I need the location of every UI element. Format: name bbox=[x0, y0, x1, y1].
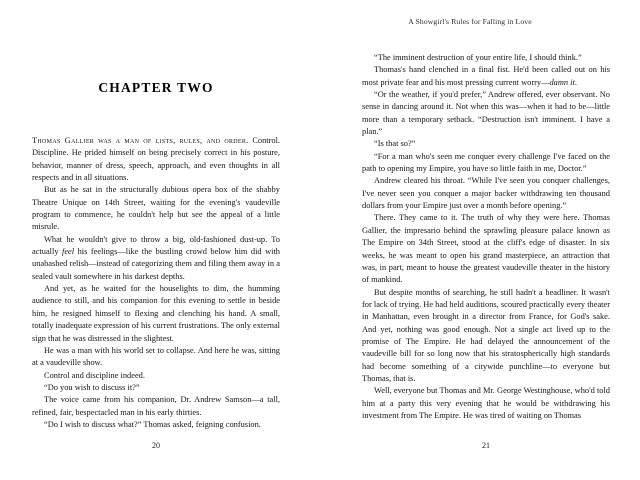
paragraph: And yet, as he waited for the houselights to dim, the humming audience to still, and his companion for this evening to settle in beside him, he resigned himself to flexing and clenching his hand. A small, totally inadequate expression of his current frustrations. The only external sign that he was distressed in the slightest. bbox=[32, 284, 280, 343]
paragraph: “The imminent destruction of your entire life, I should think.” bbox=[374, 53, 582, 62]
paragraph: He was a man with his world set to collapse. And here he was, sitting at a vaudeville show. bbox=[32, 345, 280, 368]
chapter-title: CHAPTER TWO bbox=[98, 80, 214, 95]
page-number-right: 21 bbox=[482, 441, 490, 450]
paragraph: “Or the weather, if you'd prefer,” Andrew offered, ever observant. No sense in dancing around it. Not when this was—when it had to be—little more than a temporary setback. “Destruction isn't imminent. I have a plan.” bbox=[362, 90, 610, 137]
right-page-column bbox=[362, 52, 610, 431]
emphasis: damn it bbox=[549, 77, 575, 87]
paragraph: There. They came to it. The truth of why they were here. Thomas Gallier, the impresario behind the sprawling pleasure palace known as The Empire on 34th Street, stood at the cliff's edge of disaster. In six weeks, he was meant to open his grand masterpiece, an attraction that was, in part, meant to house the greatest vaudeville theater in the history of mankind. bbox=[362, 213, 610, 285]
paragraph-rest: Control. Discipline. He prided himself on being precisely correct in his posture, behavior, manner of dress, speech, approach, and even thoughts in all respects and in all situations. bbox=[32, 136, 281, 183]
paragraph: “Is that so?” bbox=[374, 139, 416, 149]
emphasis: feel bbox=[62, 247, 75, 257]
paragraph: Andrew cleared his throat. “While I've seen you conquer challenges, I've never seen you conquer a major backer withdrawing ten thousand dollars from your Empire just over a month before opening.” bbox=[362, 176, 610, 211]
paragraph: “For a man who's seen me conquer every challenge I've faced on the path to opening my Empire, you have so little faith in me, Doctor.” bbox=[362, 151, 610, 174]
page-number-left: 20 bbox=[152, 441, 160, 450]
paragraph: “Do you wish to discuss it?” bbox=[44, 382, 140, 392]
paragraph: What he wouldn't give to throw a big, old-fashioned dust-up. To actually feel his feelings—like the bustling crowd below him did with unabashed relish—instead of categorizing them and filing them away in a sealed vault somewhere in his darkest depths. bbox=[32, 234, 280, 281]
running-head: A Showgirl's Rules for Falling in Love bbox=[408, 17, 532, 26]
paragraph: “Do I wish to discuss what?” Thomas asked, feigning confusion. bbox=[44, 419, 261, 429]
paragraph: Control and discipline indeed. bbox=[44, 370, 145, 380]
page-columns bbox=[0, 52, 640, 431]
paragraph: The voice came from his companion, Dr. Andrew Samson—a tall, refined, fair, bespectacled man in his early thirties. bbox=[32, 395, 280, 417]
paragraph: Well, everyone but Thomas and Mr. George Westinghouse, who'd told him at a party this very evening that he would be withdrawing his investment from The Empire. He was tired of waiting on Thomas bbox=[362, 386, 610, 420]
paragraph: But despite months of searching, he still hadn't a headliner. It wasn't for lack of trying. He had held auditions, scoured practically every theater in Manhattan, even brought in a director from France, for God's sake. And yet, nothing was good enough. Not a single act lived up to the promise of The Empire. He had delayed the announcement of the vaudeville bill for so long now that his stratospherically high standards had become something of a citywide punchline—to everyone but Thomas, that is. bbox=[362, 287, 610, 383]
paragraph: Thomas's hand clenched in a final fist. He'd been called out on his most private fear and his most pressing current worry—damn it. bbox=[362, 65, 610, 87]
paragraph: But as he sat in the structurally dubious opera box of the shabby Theatre Unique on 14th Street, waiting for the evening's vaudeville program to commence, he couldn't help but see the appeal of a little misrule. bbox=[32, 185, 280, 232]
left-page-column bbox=[32, 52, 280, 431]
opening-smallcaps: Thomas Gallier was a man of lists, rules, and order. bbox=[32, 136, 249, 145]
paragraph bbox=[32, 135, 280, 184]
